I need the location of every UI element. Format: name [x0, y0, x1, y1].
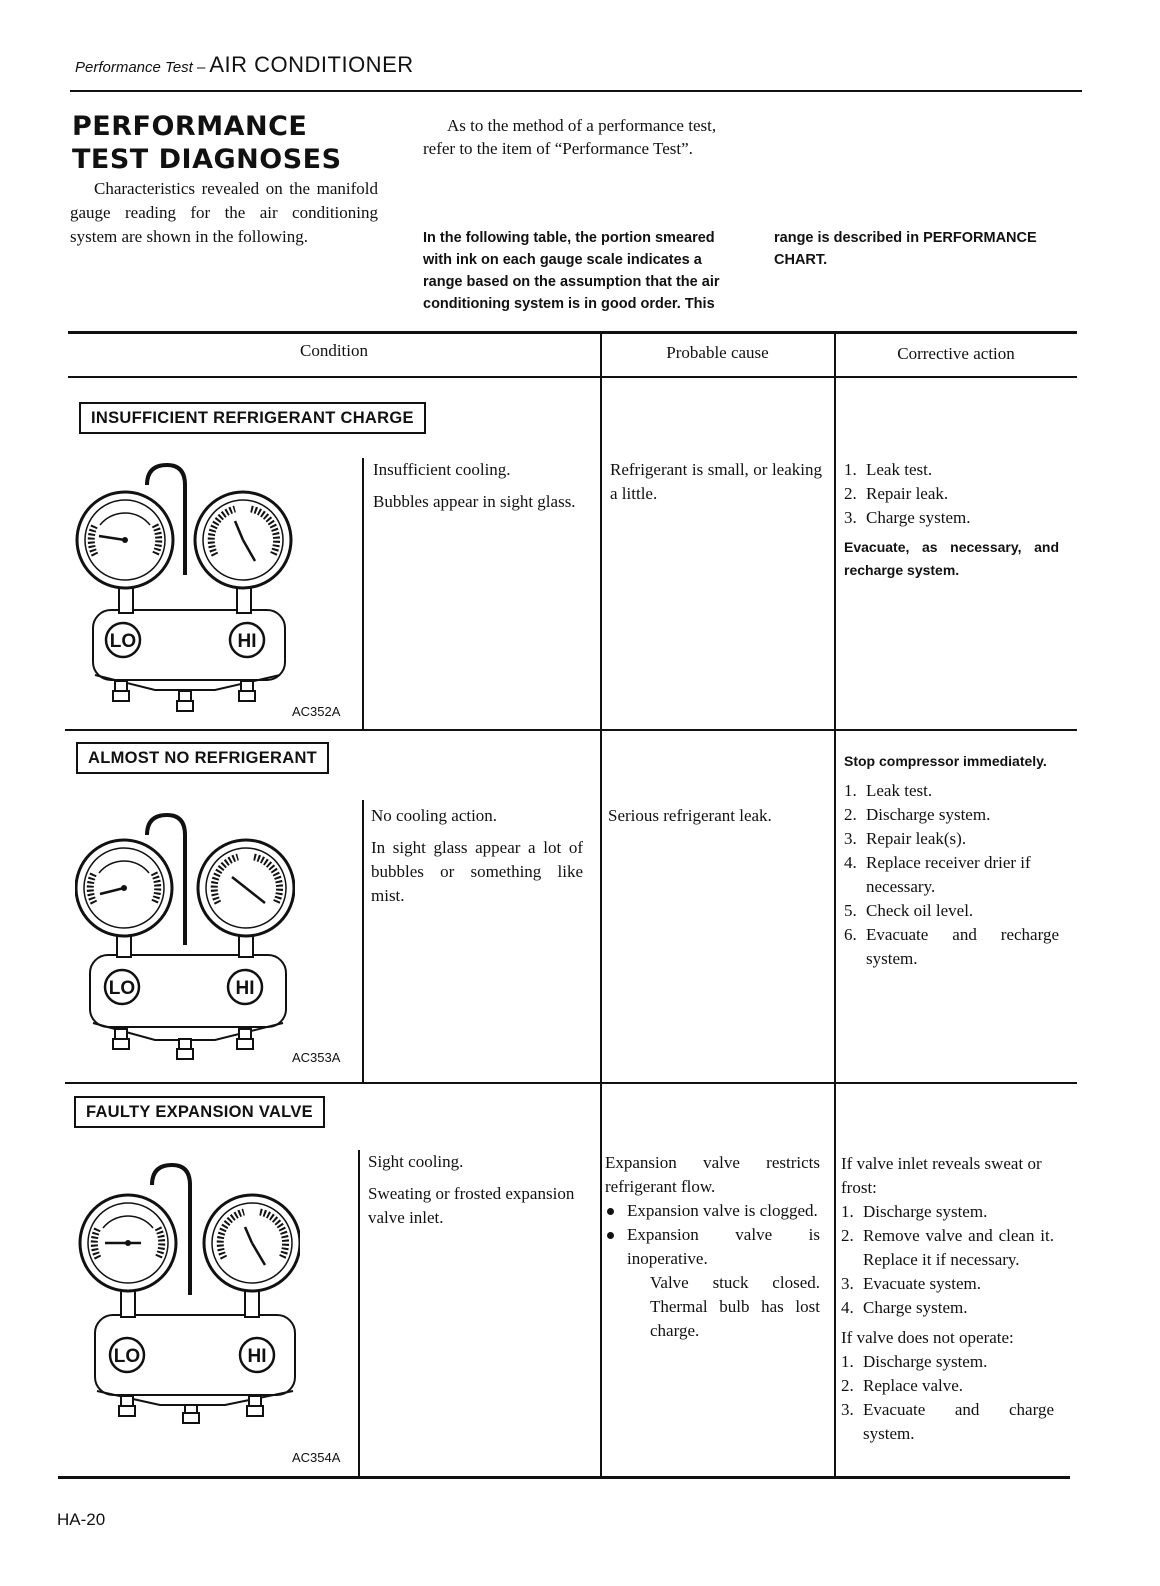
action-item: 5. Check oil level. [844, 901, 974, 920]
header-section-small: Performance Test – [75, 59, 206, 76]
cause-row2: Serious refrigerant leak. [608, 806, 772, 825]
action-item: 2. Discharge system. [844, 805, 991, 824]
hi-label-row2: HI [235, 978, 255, 999]
row-divider-1 [65, 729, 1077, 731]
title-line-2: TEST DIAGNOSES [72, 144, 342, 175]
fig-divider-1 [362, 458, 364, 730]
action-head-1: If valve inlet reveals sweat or frost: [841, 1154, 1042, 1197]
action-note-row1: Evacuate, as necessary, and recharge system. [844, 539, 1059, 578]
header-section-big: AIR CONDITIONER [209, 52, 414, 77]
col-divider-2 [834, 331, 836, 1478]
cause-row1: Refrigerant is small, or leaking a little. [610, 460, 822, 503]
symptom-2: Sweating or frosted expansion valve inlet. [368, 1184, 575, 1227]
cause-bullet: Expansion valve is inoperative. [605, 1223, 820, 1271]
condition-label-row3: FAULTY EXPANSION VALVE [74, 1096, 325, 1128]
symptom-2: Bubbles appear in sight glass. [373, 492, 576, 511]
table-header-rule [68, 376, 1077, 378]
figure-code-row3: AC354A [292, 1450, 341, 1465]
action-item: 3. Evacuate system. [841, 1274, 982, 1293]
action-item: 3. Evacuate and charge system. [841, 1400, 1054, 1443]
title-line-1: PERFORMANCE [72, 111, 308, 142]
cause-row3 [605, 1151, 820, 1343]
manifold-gauge-figure-row1 [75, 455, 295, 715]
manifold-gauge-figure-row3 [75, 1155, 300, 1425]
col-header-action: Corrective action [897, 344, 1015, 363]
col-header-cause: Probable cause [666, 343, 769, 362]
action-item: 6. Evacuate and recharge system. [844, 925, 1059, 968]
page-title [72, 110, 402, 176]
condition-label-row1: INSUFFICIENT REFRIGERANT CHARGE [79, 402, 426, 434]
action-item: 1. Discharge system. [841, 1352, 988, 1371]
symptom-1: Insufficient cooling. [373, 460, 511, 479]
actions-row1 [844, 458, 1059, 582]
cause-bullet-list [605, 1199, 820, 1271]
action-item: 3. Repair leak(s). [844, 829, 967, 848]
action-item: 4. Replace receiver drier if necessary. [844, 853, 1031, 896]
cause-main: Expansion valve restricts refrigerant flow. [605, 1153, 820, 1196]
action-item: 1. Leak test. [844, 781, 933, 800]
symptom-2: In sight glass appear a lot of bubbles or something like mist. [371, 838, 583, 905]
symptoms-row2 [371, 804, 583, 916]
action-item: 1. Discharge system. [841, 1202, 988, 1221]
page-header [75, 52, 414, 78]
lo-label-row1: LO [109, 631, 137, 652]
action-list-row2 [844, 779, 1059, 971]
col-divider-1 [600, 331, 602, 1478]
actions-row2 [844, 750, 1059, 971]
action-item: 2. Remove valve and clean it. Replace it if necessary. [841, 1226, 1054, 1269]
intro-paragraph-1: Characteristics revealed on the manifold gauge reading for the air conditioning system are shown in the following. [70, 179, 378, 246]
figure-code-row1: AC352A [292, 704, 341, 719]
symptoms-row3 [368, 1150, 583, 1238]
action-item: 2. Replace valve. [841, 1376, 964, 1395]
action-item: 1. Leak test. [844, 460, 933, 479]
action-head-2: If valve does not operate: [841, 1328, 1014, 1347]
condition-label-row2: ALMOST NO REFRIGERANT [76, 742, 329, 774]
fig-divider-2 [362, 800, 364, 1082]
symptom-1: No cooling action. [371, 806, 498, 825]
page-number: HA-20 [57, 1510, 106, 1529]
col-header-condition: Condition [299, 341, 368, 360]
action-list-row1 [844, 458, 1059, 530]
action-item: 4. Charge system. [841, 1298, 968, 1317]
figure-code-row2: AC353A [292, 1050, 341, 1065]
cause-sub: Valve stuck closed. Thermal bulb has lost charge. [650, 1273, 820, 1340]
action-list-row3b [841, 1350, 1054, 1446]
hi-label-row3: HI [247, 1346, 267, 1367]
table-bottom-rule [58, 1476, 1070, 1479]
cause-bullet: Expansion valve is clogged. [605, 1199, 820, 1223]
intro-paragraph-3: In the following table, the portion smeared with ink on each gauge scale indicates a range based on the assumption that the air conditioning system is in good order. This range is described in PERFORMANCE CHART. [423, 230, 1037, 312]
action-item: 3. Charge system. [844, 508, 971, 527]
table-top-rule [68, 331, 1077, 334]
actions-row3 [841, 1152, 1054, 1446]
header-rule [70, 90, 1082, 92]
lo-label-row3: LO [113, 1346, 141, 1367]
lo-label-row2: LO [108, 978, 136, 999]
action-note-row2: Stop compressor immediately. [844, 753, 1047, 769]
symptom-1: Sight cooling. [368, 1152, 464, 1171]
symptoms-row1 [373, 458, 583, 522]
hi-label-row1: HI [237, 631, 257, 652]
manifold-gauge-figure-row2 [75, 805, 295, 1065]
action-item: 2. Repair leak. [844, 484, 949, 503]
intro-paragraph-2: As to the method of a performance test, refer to the item of “Performance Test”. [423, 116, 717, 158]
fig-divider-3 [358, 1150, 360, 1478]
action-list-row3a [841, 1200, 1054, 1320]
row-divider-2 [65, 1082, 1077, 1084]
